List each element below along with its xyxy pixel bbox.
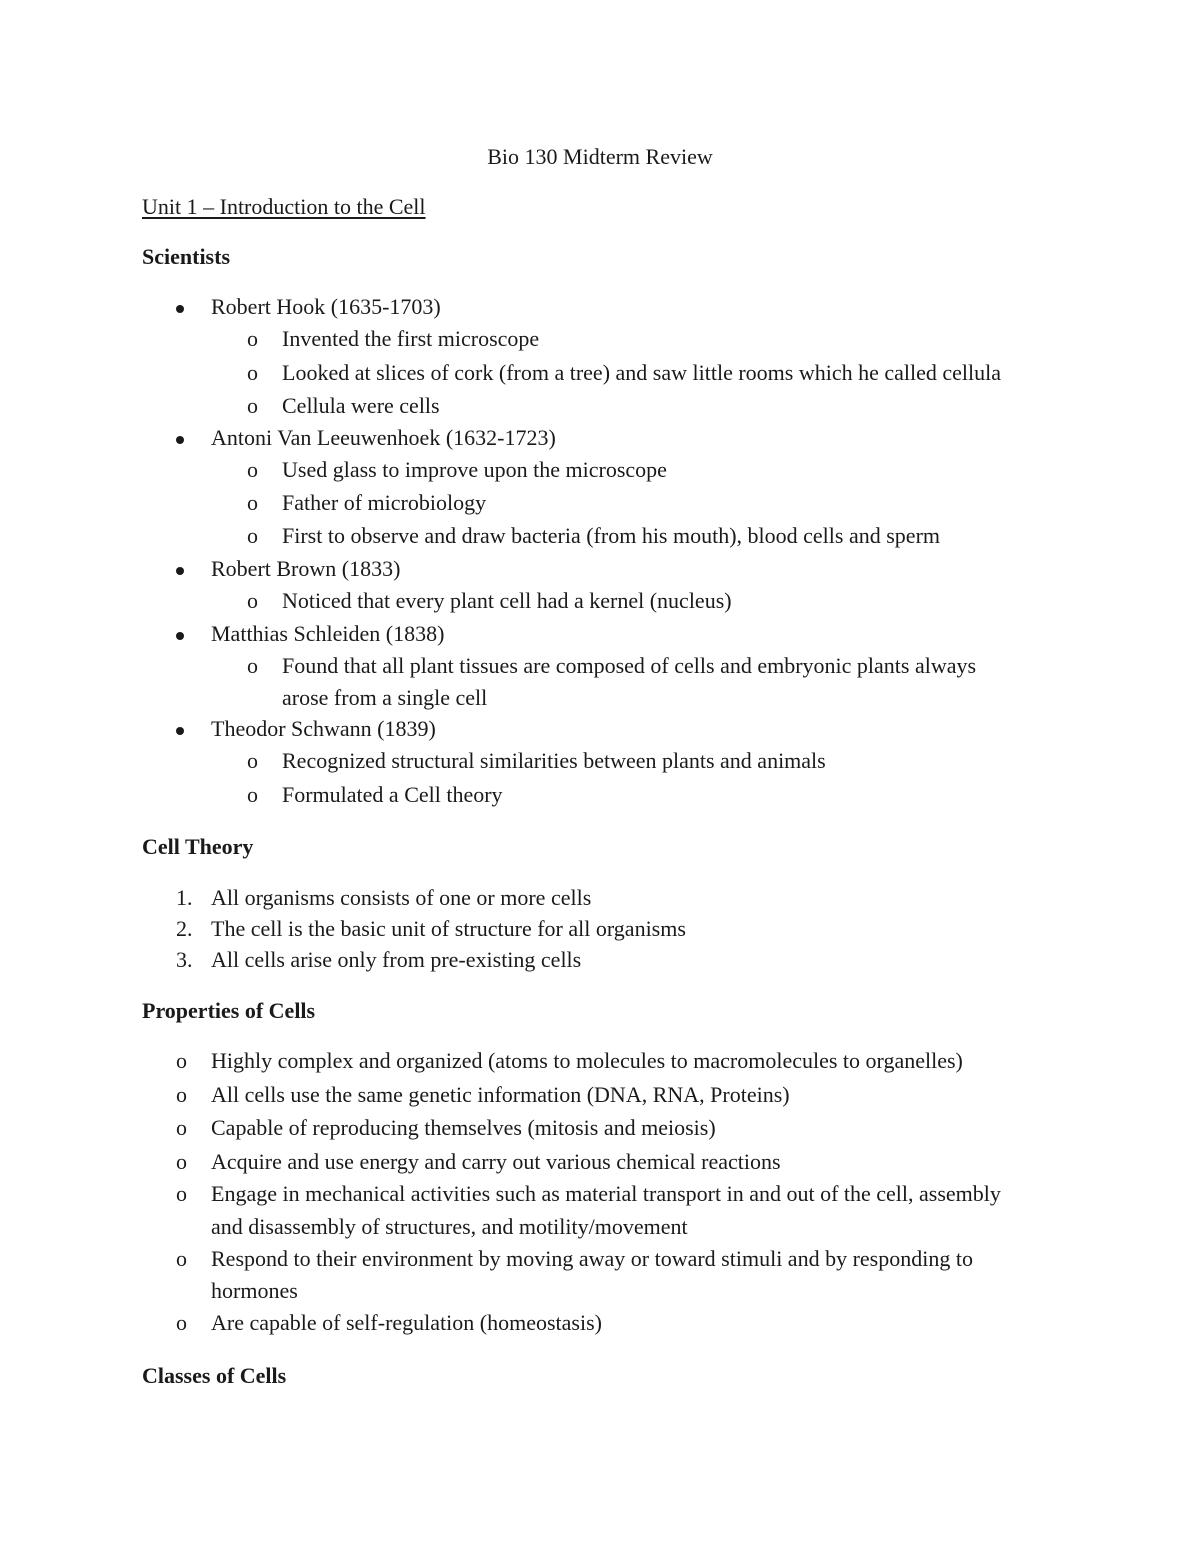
sub-bullet-icon: o bbox=[247, 393, 258, 418]
sub-bullet-icon: o bbox=[176, 1310, 187, 1335]
bullet-icon bbox=[176, 727, 184, 735]
scientist-point: Formulated a Cell theory bbox=[282, 782, 503, 807]
scientist-point-continuation: arose from a single cell bbox=[282, 685, 488, 710]
sub-bullet-icon: o bbox=[247, 782, 258, 807]
list-number: 2. bbox=[176, 916, 193, 941]
sub-bullet-icon: o bbox=[247, 457, 258, 482]
scientist-point: First to observe and draw bacteria (from his mouth), blood cells and sperm bbox=[282, 523, 941, 548]
cell-theory-item: All cells arise only from pre-existing cells bbox=[211, 947, 582, 972]
scientist-point: Found that all plant tissues are composed of cells and embryonic plants always bbox=[282, 653, 977, 678]
scientist-name: Antoni Van Leeuwenhoek (1632-1723) bbox=[211, 425, 556, 450]
list-number: 3. bbox=[176, 947, 193, 972]
sub-bullet-icon: o bbox=[247, 360, 258, 385]
scientist-point: Noticed that every plant cell had a kernel (nucleus) bbox=[282, 588, 732, 613]
property-item: Acquire and use energy and carry out various chemical reactions bbox=[211, 1149, 781, 1174]
sub-bullet-icon: o bbox=[247, 490, 258, 515]
sub-bullet-icon: o bbox=[176, 1181, 187, 1206]
sub-bullet-icon: o bbox=[176, 1048, 187, 1073]
property-item: Capable of reproducing themselves (mitosis and meiosis) bbox=[211, 1115, 716, 1140]
sub-bullet-icon: o bbox=[247, 523, 258, 548]
bullet-icon bbox=[176, 632, 184, 640]
property-item-continuation: and disassembly of structures, and motility/movement bbox=[211, 1214, 688, 1239]
scientist-point: Invented the first microscope bbox=[282, 326, 540, 351]
property-item: Are capable of self-regulation (homeostasis) bbox=[211, 1310, 602, 1335]
list-number: 1. bbox=[176, 885, 193, 910]
scientist-name: Matthias Schleiden (1838) bbox=[211, 621, 445, 646]
scientist-name: Robert Hook (1635-1703) bbox=[211, 294, 441, 319]
property-item: All cells use the same genetic information (DNA, RNA, Proteins) bbox=[211, 1082, 790, 1107]
classes-heading: Classes of Cells bbox=[142, 1363, 287, 1388]
scientist-point: Used glass to improve upon the microscope bbox=[282, 457, 667, 482]
sub-bullet-icon: o bbox=[176, 1149, 187, 1174]
document-title: Bio 130 Midterm Review bbox=[487, 144, 713, 169]
scientist-name: Robert Brown (1833) bbox=[211, 556, 401, 581]
property-item: Engage in mechanical activities such as material transport in and out of the cell, assembly bbox=[211, 1181, 1001, 1206]
sub-bullet-icon: o bbox=[247, 653, 258, 678]
bullet-icon bbox=[176, 436, 184, 444]
scientist-name: Theodor Schwann (1839) bbox=[211, 716, 436, 741]
property-item: Highly complex and organized (atoms to molecules to macromolecules to organelles) bbox=[211, 1048, 963, 1073]
cell-theory-item: The cell is the basic unit of structure for all organisms bbox=[211, 916, 686, 941]
scientists-heading: Scientists bbox=[142, 244, 230, 269]
unit-heading: Unit 1 – Introduction to the Cell bbox=[142, 194, 426, 219]
sub-bullet-icon: o bbox=[247, 588, 258, 613]
bullet-icon bbox=[176, 305, 184, 313]
sub-bullet-icon: o bbox=[176, 1115, 187, 1140]
sub-bullet-icon: o bbox=[176, 1082, 187, 1107]
scientist-point: Cellula were cells bbox=[282, 393, 440, 418]
property-item-continuation: hormones bbox=[211, 1278, 298, 1303]
scientist-point: Recognized structural similarities between plants and animals bbox=[282, 748, 826, 773]
scientist-point: Looked at slices of cork (from a tree) and saw little rooms which he called cellula bbox=[282, 360, 1002, 385]
scientist-point: Father of microbiology bbox=[282, 490, 487, 515]
cell-theory-item: All organisms consists of one or more cells bbox=[211, 885, 592, 910]
properties-heading: Properties of Cells bbox=[142, 998, 316, 1023]
cell-theory-heading: Cell Theory bbox=[142, 834, 254, 859]
sub-bullet-icon: o bbox=[247, 748, 258, 773]
bullet-icon bbox=[176, 567, 184, 575]
sub-bullet-icon: o bbox=[176, 1246, 187, 1271]
sub-bullet-icon: o bbox=[247, 326, 258, 351]
property-item: Respond to their environment by moving away or toward stimuli and by responding to bbox=[211, 1246, 973, 1271]
